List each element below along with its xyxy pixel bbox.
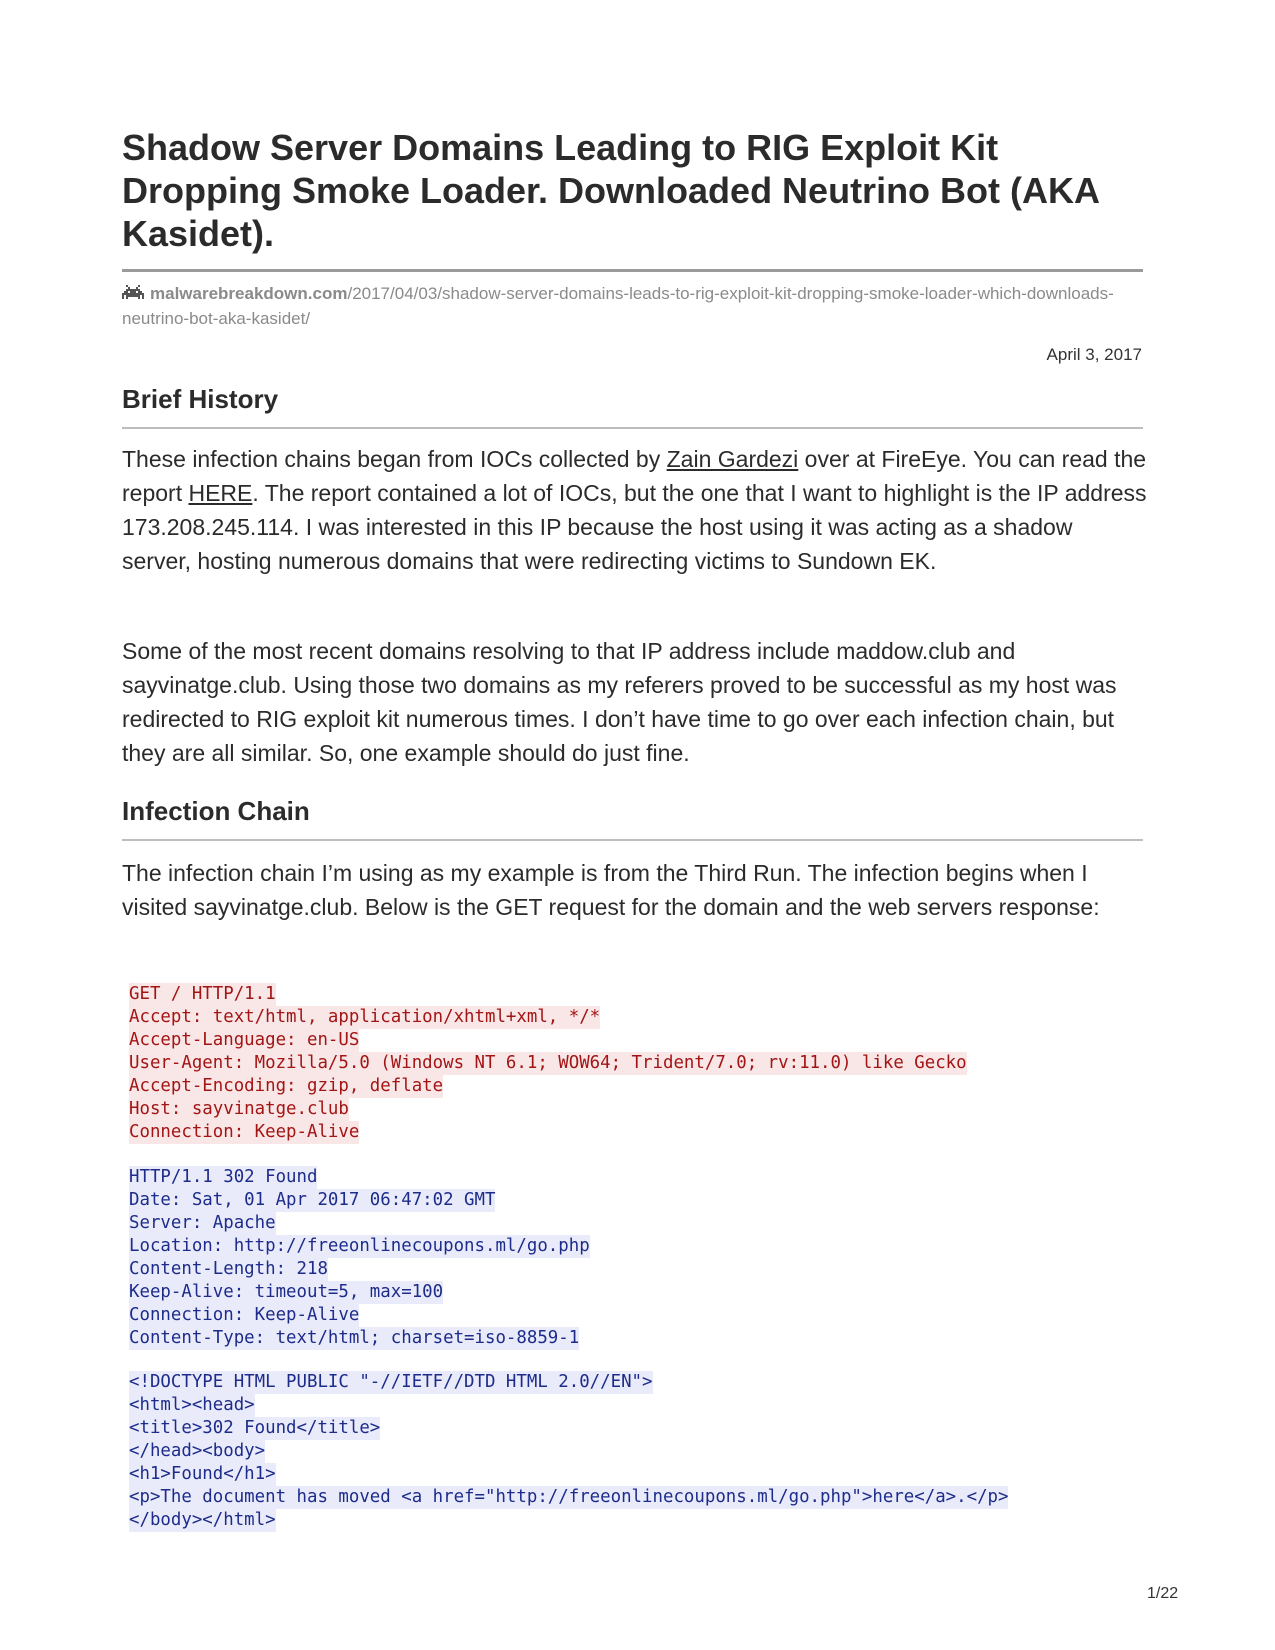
section-divider	[122, 427, 1143, 429]
code-line: </head><body>	[129, 1441, 266, 1461]
link-zain-gardezi[interactable]: Zain Gardezi	[666, 446, 799, 472]
code-line: Accept: text/html, application/xhtml+xml, */*	[129, 1007, 601, 1027]
code-line: Accept-Encoding: gzip, deflate	[129, 1076, 444, 1096]
source-url[interactable]	[122, 281, 1143, 331]
http-response-body-code	[129, 1371, 1008, 1532]
space-invader-icon	[122, 285, 144, 301]
publish-date: April 3, 2017	[1046, 345, 1142, 364]
code-line: Connection: Keep-Alive	[129, 1305, 360, 1325]
code-line: <html><head>	[129, 1395, 255, 1415]
section-heading-brief-history: Brief History	[122, 384, 279, 414]
source-path: /2017/04/03/shadow-server-domains-leads-to-rig-exploit-kit-dropping-smoke-loader-which-downloads-neutrino-bot-aka-kasidet/	[122, 284, 1114, 328]
paragraph-text: over at FireEye. You can read the report	[122, 446, 1147, 506]
code-line: Location: http://freeonlinecoupons.ml/go.php	[129, 1236, 590, 1256]
code-line: </body></html>	[129, 1510, 276, 1530]
code-line: Host: sayvinatge.club	[129, 1099, 349, 1119]
code-line: Date: Sat, 01 Apr 2017 06:47:02 GMT	[129, 1190, 496, 1210]
code-line: User-Agent: Mozilla/5.0 (Windows NT 6.1; WOW64; Trident/7.0; rv:11.0) like Gecko	[129, 1053, 967, 1073]
code-line: Content-Type: text/html; charset=iso-8859-1	[129, 1328, 580, 1348]
code-line: Accept-Language: en-US	[129, 1030, 360, 1050]
link-report-here[interactable]: HERE	[188, 480, 253, 506]
code-line: <h1>Found</h1>	[129, 1464, 276, 1484]
code-line: Connection: Keep-Alive	[129, 1122, 360, 1142]
code-line: GET / HTTP/1.1	[129, 984, 276, 1004]
paragraph-brief-history-1	[122, 442, 1147, 578]
code-line: Content-Length: 218	[129, 1259, 328, 1279]
page-number: 1/22	[1147, 1585, 1179, 1602]
code-line: <!DOCTYPE HTML PUBLIC "-//IETF//DTD HTML 2.0//EN">	[129, 1372, 653, 1392]
code-line: Server: Apache	[129, 1213, 276, 1233]
paragraph-text: These infection chains began from IOCs collected by	[122, 446, 667, 472]
paragraph-text: . The report contained a lot of IOCs, but the one that I want to highlight is the IP address 173.208.245.114. I was interested in this IP because the host using it was acting as a shadow server, hosting numerous domains that were redirecting victims to Sundown EK.	[122, 480, 1147, 574]
source-domain: malwarebreakdown.com	[150, 284, 348, 303]
section-divider	[122, 839, 1143, 841]
http-response-headers-code	[129, 1166, 590, 1350]
code-line: <p>The document has moved <a href="http://freeonlinecoupons.ml/go.php">here</a>.</p>	[129, 1487, 1009, 1507]
title-divider	[122, 269, 1143, 272]
paragraph-infection-chain-1: The infection chain I’m using as my example is from the Third Run. The infection begins when I visited sayvinatge.club. Below is the GET request for the domain and the web servers response:	[122, 860, 1100, 920]
article-title: Shadow Server Domains Leading to RIG Exploit Kit Dropping Smoke Loader. Downloaded Neutrino Bot (AKA Kasidet).	[122, 127, 1099, 254]
code-line: <title>302 Found</title>	[129, 1418, 381, 1438]
section-heading-infection-chain: Infection Chain	[122, 796, 310, 826]
paragraph-brief-history-2: Some of the most recent domains resolving to that IP address include maddow.club and sayvinatge.club. Using those two domains as my referers proved to be successful as my host was redirected to RIG exploit kit numerous times. I don’t have time to go over each infection chain, but they are all similar. So, one example should do just fine.	[122, 638, 1117, 766]
code-line: Keep-Alive: timeout=5, max=100	[129, 1282, 444, 1302]
code-line: HTTP/1.1 302 Found	[129, 1167, 318, 1187]
http-request-code	[129, 983, 967, 1144]
